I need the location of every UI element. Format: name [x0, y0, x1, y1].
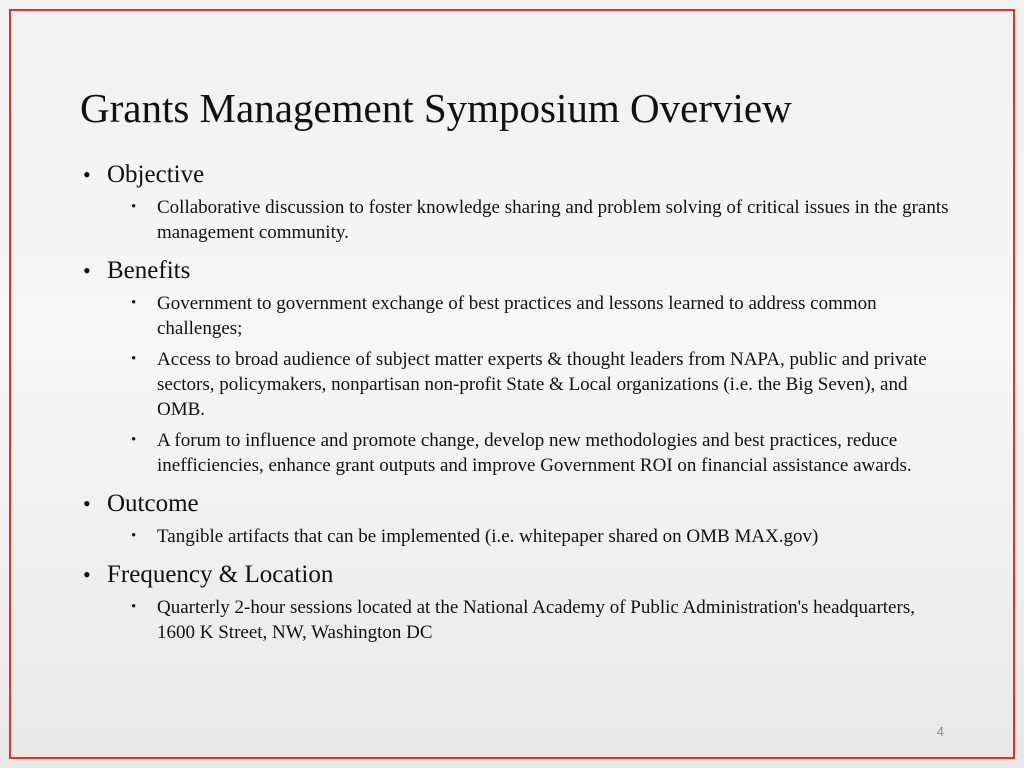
sub-bullet-item: • Collaborative discussion to foster knowledge sharing and problem solving of critical issues in the grants management community. [157, 195, 950, 245]
section-heading: Outcome [107, 490, 199, 517]
section-heading: Frequency & Location [107, 561, 334, 588]
sub-bullet-list [107, 195, 950, 245]
section-objective [80, 157, 950, 245]
sub-bullet-list [107, 595, 950, 645]
sub-bullet-item: • Government to government exchange of best practices and lessons learned to address common challenges; [157, 291, 950, 341]
section-benefits [80, 253, 950, 478]
section-heading: Objective [107, 161, 205, 188]
section-outcome [80, 486, 950, 549]
sub-bullet-item: • A forum to influence and promote change, develop new methodologies and best practices, reduce inefficiencies, enhance grant outputs and improve Government ROI on financial assistance awards. [157, 428, 950, 478]
sub-bullet-list [107, 524, 950, 549]
sub-bullet-item: • Quarterly 2-hour sessions located at the National Academy of Public Administration's headquarters, 1600 K Street, NW, Washington DC [157, 595, 950, 645]
sub-bullet-list [107, 291, 950, 478]
section-heading: Benefits [107, 257, 191, 284]
slide-title: Grants Management Symposium Overview [80, 85, 792, 131]
slide-body [80, 157, 950, 653]
sub-bullet-item: • Tangible artifacts that can be implemented (i.e. whitepaper shared on OMB MAX.gov) [157, 524, 950, 549]
section-frequency-location [80, 557, 950, 645]
bullet-list [80, 157, 950, 645]
page-number: 4 [936, 724, 944, 739]
sub-bullet-item: • Access to broad audience of subject matter experts & thought leaders from NAPA, public and private sectors, policymakers, nonpartisan non-profit State & Local organizations (i.e. the Big Seven), and OMB. [157, 347, 950, 422]
